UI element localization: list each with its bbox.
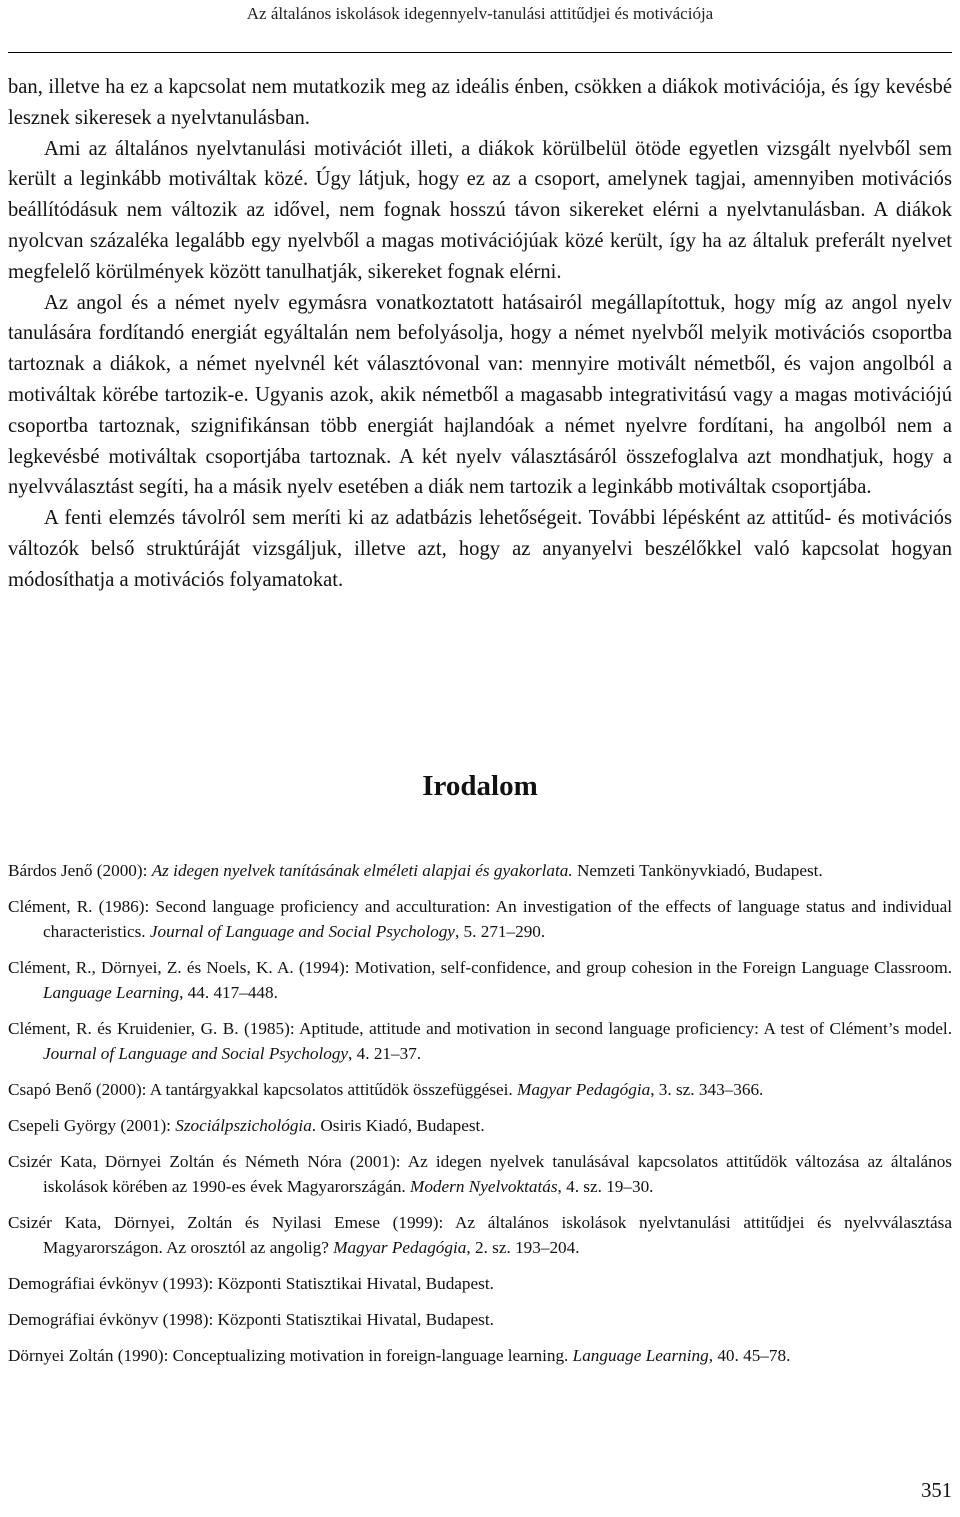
paragraph: Az angol és a német nyelv egymásra vonatkoztatott hatásairól megállapítottuk, hogy míg az angol nyelv tanulására fordítandó energiát egyáltalán nem befolyásolja, hogy a német nyelvből melyik motivációs csoportba tartoznak a diákok, a német nyelvnél két választóvonal van: mennyire motivált németből, és vajon angolból a motiváltak körébe tartozik-e. Ugyanis azok, akik németből a magasabb integrativitású vagy a magas motivációjú csoportba tartoznak, szignifikánsan több energiát hajlandóak a német nyelvre fordítani, ha angolból nem a legkevésbé motiváltak csoportjába tartoznak. A két nyelv választásáról összefoglalva azt mondhatjuk, hogy a nyelvválasztást segíti, ha a másik nyelv esetében a diák nem tartozik a leginkább motiváltak csoportjába.: [8, 291, 952, 499]
reference-details: , 44. 417–448.: [179, 983, 278, 1002]
reference-item: [8, 955, 952, 1005]
reference-text: Csizér Kata, Dörnyei, Zoltán és Nyilasi Emese (1999): Az általános iskolások nyelvtanulási attitűdjei és nyelvválasztása Magyarországon. Az orosztól az angolig?: [8, 1213, 952, 1257]
reference-text: Bárdos Jenő (2000):: [8, 861, 152, 880]
reference-item: [8, 1343, 952, 1368]
running-header: Az általános iskolások idegennyelv-tanulási attitűdjei és motivációja: [246, 4, 714, 23]
reference-item: [8, 1271, 952, 1296]
reference-source: Language Learning: [43, 983, 180, 1002]
reference-source: Journal of Language and Social Psychology: [43, 1044, 349, 1063]
reference-source: Magyar Pedagógia: [333, 1238, 467, 1257]
reference-text: Clément, R. és Kruidenier, G. B. (1985): Aptitude, attitude and motivation in second language proficiency: A test of Clément’s model.: [8, 1019, 952, 1038]
reference-source: Magyar Pedagógia: [517, 1080, 651, 1099]
reference-details: . Osiris Kiadó, Budapest.: [311, 1116, 485, 1135]
reference-details: , 2. sz. 193–204.: [466, 1238, 580, 1257]
reference-text: Clément, R., Dörnyei, Z. és Noels, K. A. (1994): Motivation, self-confidence, and group cohesion in the Foreign Language Classroom.: [8, 958, 952, 977]
reference-source: Modern Nyelvoktatás: [410, 1177, 558, 1196]
reference-source: Journal of Language and Social Psychology: [149, 922, 455, 941]
reference-source: Language Learning: [572, 1346, 709, 1365]
reference-text: Demográfiai évkönyv (1998): Központi Statisztikai Hivatal, Budapest.: [8, 1310, 494, 1329]
reference-text: Csapó Benő (2000): A tantárgyakkal kapcsolatos attitűdök összefüggései.: [8, 1080, 518, 1099]
paragraph: ban, illetve ha ez a kapcsolat nem mutatkozik meg az ideális énben, csökken a diákok motivációja, és így kevésbé lesznek sikeresek a nyelvtanulásban.: [8, 76, 952, 129]
paragraph: Ami az általános nyelvtanulási motivációt illeti, a diákok körülbelül ötöde egyetlen vizsgált nyelvből sem került a leginkább motiváltak közé. Úgy látjuk, hogy ez az a csoport, amelynek tagjai, amennyiben motivációs beállítódásuk nem változik az idővel, nem fognak hosszú távon sikereket elérni a nyelvtanulásban. A diákok nyolcvan százaléka legalább egy nyelvből a magas motivációjúak közé került, így ha az általuk preferált nyelvet megfelelő körülmények között tanulhatják, sikereket fognak elérni.: [8, 137, 952, 283]
reference-text: Csepeli György (2001):: [8, 1116, 176, 1135]
reference-text: Demográfiai évkönyv (1993): Központi Statisztikai Hivatal, Budapest.: [8, 1274, 494, 1293]
reference-source: Szociálpszichológia: [175, 1116, 312, 1135]
reference-item: [8, 1149, 952, 1199]
reference-list: [8, 858, 952, 1379]
reference-details: , 3. sz. 343–366.: [650, 1080, 764, 1099]
reference-item: [8, 1113, 952, 1138]
reference-details: , 4. 21–37.: [348, 1044, 422, 1063]
paragraph: A fenti elemzés távolról sem meríti ki az adatbázis lehetőségeit. További lépésként az attitűd- és motivációs változók belső struktúráját vizsgáljuk, illetve azt, hogy az anyanyelvi beszélőkkel való kapcsolat hogyan módosíthatja a motivációs folyamatokat.: [8, 507, 952, 591]
reference-item: [8, 1077, 952, 1102]
reference-item: [8, 1016, 952, 1066]
reference-details: , 40. 45–78.: [708, 1346, 791, 1365]
reference-details: , 4. sz. 19–30.: [557, 1177, 654, 1196]
reference-source: Az idegen nyelvek tanításának elméleti alapjai és gyakorlata.: [151, 861, 573, 880]
reference-item: [8, 858, 952, 883]
reference-details: Nemzeti Tankönyvkiadó, Budapest.: [572, 861, 823, 880]
reference-text: Dörnyei Zoltán (1990): Conceptualizing motivation in foreign-language learning.: [8, 1346, 573, 1365]
reference-text: Clément, R. (1986): Second language proficiency and acculturation: An investigation of the effects of language status and individual characteristics.: [8, 897, 952, 941]
reference-item: [8, 894, 952, 944]
references-heading: Irodalom: [422, 770, 538, 802]
page-number: 351: [921, 1480, 952, 1502]
reference-text: Csizér Kata, Dörnyei Zoltán és Németh Nóra (2001): Az idegen nyelvek tanulásával kapcsolatos attitűdök változása az általános iskolások körében az 1990-es évek Magyarországán.: [8, 1152, 952, 1196]
reference-details: , 5. 271–290.: [454, 922, 546, 941]
reference-item: [8, 1307, 952, 1332]
reference-item: [8, 1210, 952, 1260]
body-text: [8, 72, 952, 596]
header-rule: [8, 52, 952, 53]
